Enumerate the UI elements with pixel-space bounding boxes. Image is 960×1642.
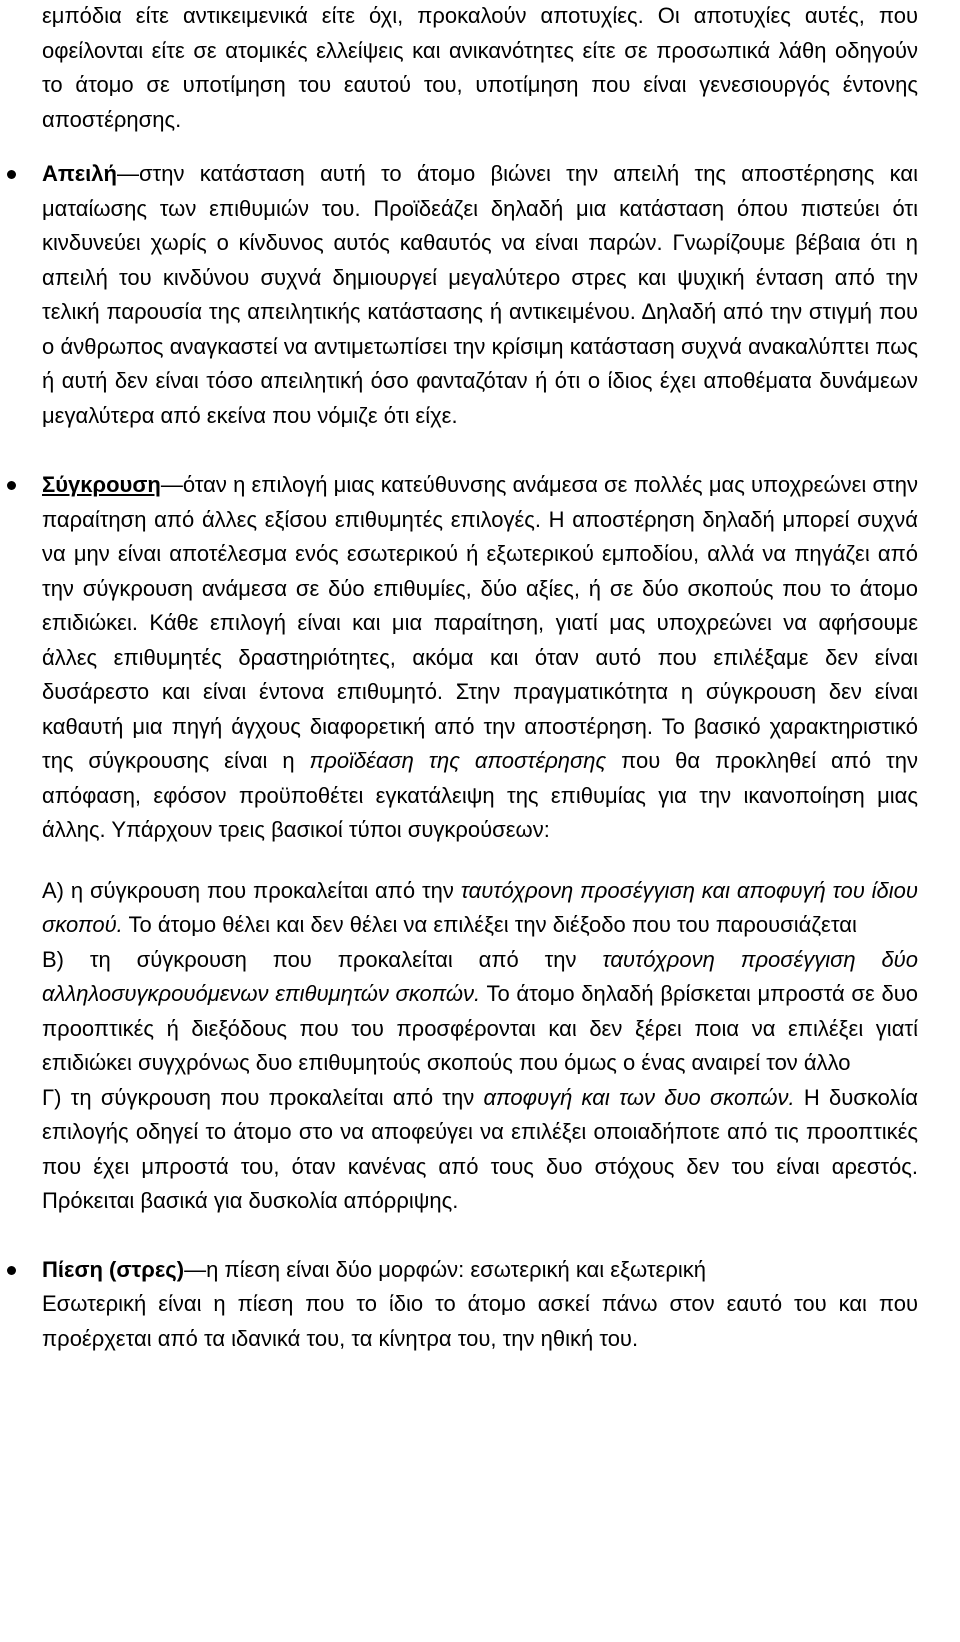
threat-text: —στην κατάσταση αυτή το άτομο βιώνει την απειλή της αποστέρησης και ματαίωσης των επιθυμιών του. Προϊδεάζει δηλαδή μια κατάσταση όπου πιστεύει ότι κινδυνεύει χωρίς ο κίνδυνος αυτός καθαυτός να είναι παρών. Γνωρίζουμε βέβαια ότι η απειλή του κινδύνου συχνά δημιουργεί μεγαλύτερο στρες και ψυχική ένταση από την τελική παρουσία της απειλητικής κατάστασης ή αντικειμένου. Δηλαδή από την στιγμή που ο άνθρωπος αναγκαστεί να αντιμετωπίσει την κρίσιμη κατάσταση συχνά ανακαλύπτει πως ή αυτή δεν είναι τόσο απειλητική όσο φανταζόταν ή ότι ο ίδιος έχει αποθέματα δυνάμεων μεγαλύτερα από εκείνα που νόμιζε ότι είχε. [42,161,918,428]
conflict-text-1: —όταν η επιλογή μιας κατεύθυνσης ανάμεσα σε πολλές μας υποχρεώνει στην παραίτηση από άλλες εξίσου επιθυμητές επιλογές. Η αποστέρηση δηλαδή μπορεί συχνά να μην είναι αποτέλεσμα ενός εσωτερικού ή εξωτερικού εμποδίου, αλλά να πηγάζει από την σύγκρουση ανάμεσα σε δύο επιθυμίες, δύο αξίες, ή σε δύο σκοπούς που το άτομο επιδιώκει. Κάθε επιλογή είναι και μια παραίτηση, γιατί μας υποχρεώνει να αφήσουμε άλλες επιθυμητές δραστηριότητες, ακόμα και όταν αυτό που επιλέξαμε δεν είναι δυσάρεστο και είναι έντονα επιθυμητό. Στην πραγματικότητα η σύγκρουση δεν είναι καθαυτή μια πηγή άγχους διαφορετική από την αποστέρηση. Το βασικό χαρακτηριστικό της σύγκρουσης είναι η [42,472,918,773]
bullet-icon [7,170,16,179]
type-a-emphasis: ταυτόχρονη προσέγγιση και αποφυγή του ίδιου σκοπού. [42,877,918,937]
conflict-type-a [42,874,918,943]
document-page [42,0,918,1356]
intro-paragraph: εμπόδια είτε αντικειμενικά είτε όχι, προκαλούν αποτυχίες. Οι αποτυχίες αυτές, που οφείλονται είτε σε ατομικές ελλείψεις και ανικανότητες είτε σε προσωπικά λάθη οδηγούν το άτομο σε υποτίμηση του εαυτού του, υποτίμηση που είναι γενεσιουργός έντονης αποστέρησης. [42,3,918,132]
type-c-prefix: Γ) τη σύγκρουση που προκαλείται από την [42,1084,484,1110]
type-a-rest: Το άτομο θέλει και δεν θέλει να επιλέξει την διέξοδο που του παρουσιάζεται [122,912,857,937]
conflict-emphasis: προϊδέαση της αποστέρησης [309,748,607,773]
type-b-emphasis: ταυτόχρονη προσέγγιση δύο αλληλοσυγκρουόμενων επιθυμητών σκοπών. [42,946,919,1006]
conflict-type-c [42,1081,918,1219]
pressure-internal-text: Εσωτερική είναι η πίεση που το ίδιο το άτομο ασκεί πάνω στον εαυτό του και που προέρχεται από τα ιδανικά του, τα κίνητρα του, την ηθική του. [42,1291,918,1351]
conflict-type-b [42,943,918,1081]
pressure-text: —η πίεση είναι δύο μορφών: εσωτερική και εξωτερική [184,1256,706,1282]
list-item-pressure [42,1253,918,1357]
type-c-rest: Η δυσκολία επιλογής οδηγεί το άτομο στο να αποφεύγει να επιλέξει οποιαδήποτε από τις προοπτικές που έχει μπροστά του, όταν κανένας από τους δυο στόχους δεν του είναι αρεστός. Πρόκειται βασικά για δυσκολία απόρριψης. [42,1084,918,1213]
term-pressure: Πίεση (στρες) [42,1256,185,1282]
bullet-icon [7,1266,16,1275]
bullet-icon [7,481,16,490]
list-item-threat [42,157,918,433]
list-item-conflict [42,468,918,848]
type-b-prefix: Β) τη σύγκρουση που προκαλείται από την [42,946,603,972]
conflict-text-2: που θα προκληθεί από την απόφαση, εφόσον προϋποθέτει εγκατάλειψη της επιθυμίας για την ικανοποίηση μιας άλλης. Υπάρχουν τρεις βασικοί τύποι συγκρούσεων: [42,748,918,842]
type-c-emphasis: αποφυγή και των δυο σκοπών. [483,1084,795,1110]
type-b-rest: Το άτομο δηλαδή βρίσκεται μπροστά σε δυο προοπτικές ή διεξόδους που του προσφέρονται και δεν ξέρει ποια να επιλέξει γιατί επιδιώκει συγχρόνως δυο επιθυμητούς σκοπούς που όμως ο ένας αναιρεί τον άλλο [42,981,918,1075]
term-conflict: Σύγκρουση [42,472,161,497]
type-a-prefix: Α) η σύγκρουση που προκαλείται από την [42,877,461,903]
term-threat: Απειλή [42,161,117,186]
